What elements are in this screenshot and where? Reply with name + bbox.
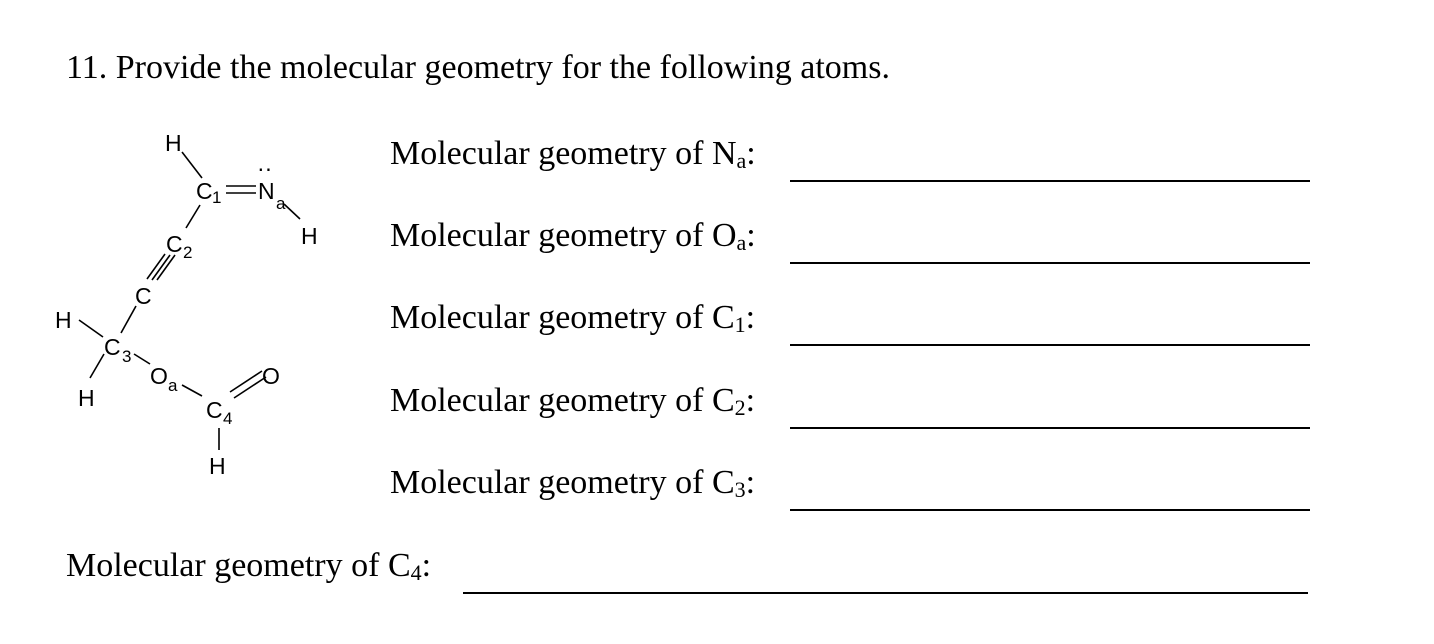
- question-title: 11. Provide the molecular geometry for the following atoms.: [66, 49, 890, 86]
- atom-c1: C: [196, 178, 213, 204]
- atom-o: O: [262, 363, 280, 389]
- answer-blank-oa[interactable]: [790, 262, 1310, 264]
- question-row-c2: [390, 379, 1310, 429]
- answer-blank-c3[interactable]: [790, 509, 1310, 511]
- atom-h3: H: [78, 385, 95, 411]
- question-row-c1: [390, 296, 1310, 346]
- atom-c2-subscript: 2: [183, 243, 193, 262]
- question-row-oa: [390, 214, 1310, 264]
- answer-blank-na[interactable]: [790, 180, 1310, 182]
- atom-h1: H: [165, 130, 182, 156]
- bond-c3-h3: [90, 354, 104, 378]
- row-label: Molecular geometry of $O_a$:: [390, 217, 756, 255]
- bond-h2-c3: [79, 320, 103, 337]
- question-row-c3: [390, 461, 1310, 511]
- atom-oa-subscript: a: [168, 376, 178, 395]
- molecule-structure: [40, 120, 360, 490]
- atom-c1-subscript: 1: [212, 188, 222, 207]
- answer-blank-c1[interactable]: [790, 344, 1310, 346]
- atom-na: N: [258, 178, 275, 204]
- bond-oa-c4: [182, 385, 202, 396]
- bond-c1-c2: [186, 205, 200, 228]
- atom-c3-subscript: 3: [122, 347, 132, 366]
- atom-h2: H: [55, 307, 72, 333]
- question-row-na: [390, 132, 1310, 182]
- atom-c4-subscript: 4: [223, 409, 233, 428]
- atom-na-subscript: a: [276, 194, 286, 213]
- bond-c2-c-1: [157, 255, 175, 280]
- question-row-c4: [66, 544, 1308, 594]
- atom-c: C: [135, 283, 152, 309]
- atom-h-n: H: [301, 223, 318, 249]
- atom-c2: C: [166, 231, 183, 257]
- answer-blank-c4[interactable]: [463, 592, 1308, 594]
- bond-h1-c1: [182, 152, 202, 178]
- atom-h4: H: [209, 453, 226, 479]
- bond-c4-o-1: [230, 371, 262, 392]
- bond-na-h: [284, 204, 300, 219]
- lone-pair: ··: [257, 155, 273, 181]
- row-label: Molecular geometry of $C_3$:: [390, 464, 756, 502]
- bond-c3-oa: [134, 354, 150, 364]
- bond-c-c3: [121, 306, 136, 333]
- atom-c4: C: [206, 397, 223, 423]
- row-label: Molecular geometry of $C_2$:: [390, 382, 756, 420]
- atom-oa: O: [150, 363, 168, 389]
- row-label: Molecular geometry of $N_a$:: [390, 135, 756, 173]
- row-label: Molecular geometry of $C_4$:: [66, 547, 432, 585]
- atom-c3: C: [104, 334, 121, 360]
- row-label: Molecular geometry of $C_1$:: [390, 299, 756, 337]
- answer-blank-c2[interactable]: [790, 427, 1310, 429]
